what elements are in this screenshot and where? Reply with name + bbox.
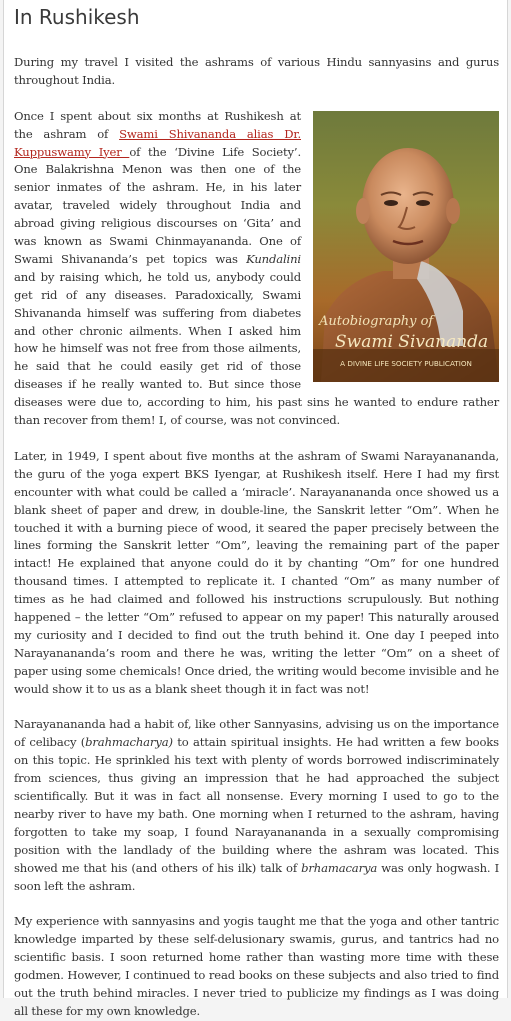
paragraph-3: Later, in 1949, I spent about five months at the ashram of Swami Narayanananda, the guru of the yoga expert BKS Iyengar, at Rushikesh itself. Here I had my first encounter with what could be called a ‘miracle’. Narayanananda once showed us a blank sheet of paper and drew, in double-line, the Sanskrit letter “Om”. When he touched it with a burning piece of wood, it seared the paper precisely between the lines forming the Sanskrit letter “Om”, leaving the remaining part of the paper intact! He explained that anyone could do it by chanting “Om” for one hundred thousand times. I attempted to replicate it. I chanted “Om” as many number of times as he had claimed and followed his instructions scrupulously. But nothing happened – the letter “Om” refused to appear on my paper! This naturally aroused my curiosity and I decided to find out the truth behind it. One day I peeped into Narayanananda’s room and there he was, writing the letter “Om” on a sheet of paper using some chemicals! Once dried, the writing would become invisible and he would show it to us as a blank sheet though it in fact was not! [14,448,499,696]
paragraph-4-emphasis-1: brahmacharya) [85,735,173,750]
paragraph-2-emphasis: Kundalini [246,251,301,266]
portrait-head [362,148,454,264]
cover-publisher: A DIVINE LIFE SOCIETY PUBLICATION [340,358,472,368]
paragraph-4-text-b: to attain spiritual insights. He had written a few books on this topic. He sprinkled his text with plenty of words borrowed indiscriminately from sciences, thus giving an impression that he had approached the subject scientifically. But it was in fact all nonsense. Every morning I used to go to the nearby river to have my bath. One morning when I returned to the ashram, having forgotten to take my soap, I found Narayanananda in a sexually compromising position with the landlady of the building where the ashram was located. This showed me that his (and others of his ilk) talk of [14,735,499,875]
book-cover-svg [313,111,499,382]
article [3,0,508,1018]
paragraph-4 [14,716,499,895]
paragraph-2-text-a: Once I spent about six months at Rushikesh at the ashram of [14,108,301,141]
page-title: In Rushikesh [14,5,140,29]
paragraph-4-text-c: was only hogwash. I soon left the ashram. [14,860,500,893]
paragraph-2-text-b: of the ‘Divine Life Society’. One Balakrishna Menon was then one of the senior inmates of the ashram. He, in his later avatar, traveled widely throughout India and abroad giving religious discourses on ‘Gita’ and was known as Swami Chinmayananda. One of Swami Shivananda’s pet topics was [14,144,301,266]
paragraph-1: During my travel I visited the ashrams of various Hindu sannyasins and gurus throughout India. [14,55,499,87]
book-cover-image [313,111,499,382]
swami-shivananda-link[interactable]: Swami Shivananda alias Dr. Kuppuswamy Iyer [14,126,301,159]
paragraph-4-emphasis-2: brhamacarya [301,860,378,875]
paragraph-2-text-c: and by raising which, he told us, anybody could get rid of any diseases. Paradoxically, Swami Shivananda himself was suffering from diabetes and other chronic ailments. When I asked him how he himself was not free from those ailments, he said that he could easily get rid of those diseases if he really wanted to. But since those diseases were due to, according to him, his past sins he wanted to endure rather than recover from them! I, of course, was not convinced. [14,269,499,428]
paragraph-5: My experience with sannyasins and yogis taught me that the yoga and other tantric knowledge imparted by these self-delusionary swamis, gurus, and tantrics had no scientific basis. I soon returned home rather than wasting more time with these godmen. However, I continued to read books on these subjects and also tried to find out the truth behind miracles. I never tried to publicize my findings as I was doing all these for my own knowledge. [14,914,499,1018]
cover-title-line2: Swami Sivananda [335,331,489,352]
paragraph-4-text-a: Narayanananda had a habit of, like other Sannyasins, advising us on the importance of celibacy ( [14,717,499,750]
cover-title-line1: Autobiography of [319,313,434,329]
